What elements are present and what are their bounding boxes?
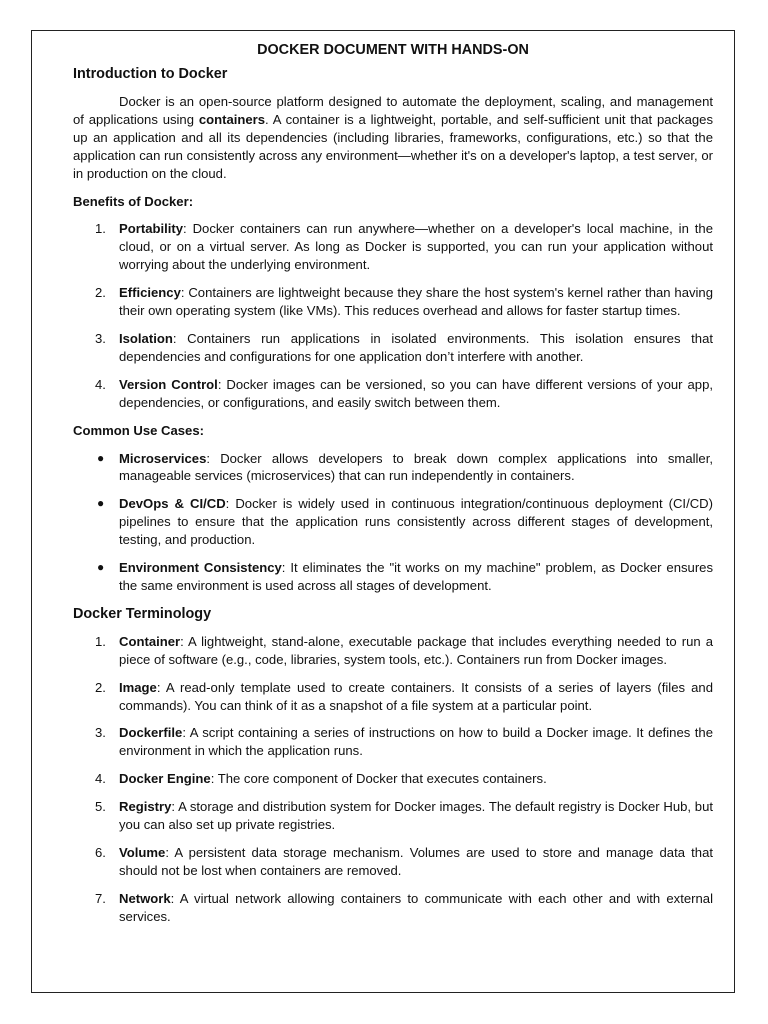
use-cases-list [73,450,713,595]
list-item [73,284,713,320]
term: Network [119,890,171,906]
list-item [73,798,713,834]
list-item [73,220,713,274]
intro-bold-term: containers [198,111,266,127]
term-description: : A storage and distribution system for Docker images. The default registry is Docker Hub, but you can also set up private registries. [119,799,713,833]
term: Efficiency [119,285,181,301]
list-number: 1. [95,221,106,237]
term: Image [119,679,157,695]
list-item [73,770,713,788]
term: Docker Engine [119,771,211,787]
term-description: : A lightweight, stand-alone, executable package that includes everything needed to run a piece of software (e.g., code, libraries, system tools, etc.). Containers run from Docker images. [119,633,713,667]
list-item [73,376,713,412]
term: Version Control [119,376,218,392]
list-number: 5. [95,799,106,815]
term-description: : Docker is widely used in continuous integration/continuous deployment (CI/CD) pipelines to ensure that the application runs consistently across different stages of development, testing, and production. [119,496,713,548]
list-number: 6. [95,845,106,860]
term-description: : Docker allows developers to break down complex applications into smaller, manageable services (microservices) that can run independently in containers. [119,450,713,484]
list-number: 2. [95,679,106,695]
list-number: 7. [95,890,106,906]
list-number: 2. [95,285,106,301]
term: Portability [119,221,184,237]
term-description: : A read-only template used to create containers. It consists of a series of layers (files and commands). You can think of it as a snapshot of a file system at a particular point. [119,679,713,713]
term-description: : Containers are lightweight because they share the host system's kernel rather than having their own operating system (like VMs). This reduces overhead and allows for faster startup times. [119,285,713,319]
use-cases-heading: Common Use Cases: [73,422,204,438]
terminology-list [73,633,713,926]
term-description: : It eliminates the "it works on my machine" problem, as Docker ensures the same environment is used across all stages of development. [119,560,714,593]
list-item [73,495,713,549]
list-item [73,633,713,669]
list-item [73,450,713,486]
term-description: : Docker images can be versioned, so you can have different versions of your app, dependencies, or configurations, and easily switch between them. [119,376,713,410]
intro-text-end: . A container is a lightweight, portable, and self-sufficient unit that packages up an application and all its dependencies (including libraries, frameworks, configurations, etc.) so that the application can run consistently across any environment—whether it's on a developer's laptop, a test server, or in production on the cloud. [73,111,714,181]
list-item [73,330,713,366]
benefits-list [73,220,713,411]
list-item [73,890,713,926]
list-item [73,559,713,595]
term: Environment Consistency [119,560,282,576]
benefits-heading: Benefits of Docker: [73,193,194,209]
term: Registry [119,799,172,815]
term: Isolation [119,330,173,346]
term: Container [119,633,181,649]
term: Dockerfile [119,725,183,741]
terminology-heading: Docker Terminology [73,605,212,622]
list-number: 4. [95,771,106,787]
list-number: 3. [95,330,106,346]
intro-heading: Introduction to Docker [73,66,228,82]
list-item [73,724,713,760]
bullet-icon: ● [97,496,105,511]
term-description: : Containers run applications in isolated environments. This isolation ensures that dependencies and configurations for one application don’t interfere with another. [119,330,713,364]
term-description: : A script containing a series of instructions on how to build a Docker image. It defines the environment in which the application runs. [119,725,713,759]
list-number: 3. [95,725,106,741]
intro-paragraph [73,93,713,183]
term: DevOps & CI/CD [119,496,226,512]
document-body [73,41,713,936]
term-description: : A persistent data storage mechanism. Volumes are used to store and manage data that should not be lost when containers are removed. [119,845,713,878]
document-title: DOCKER DOCUMENT WITH HANDS-ON [257,42,529,58]
term: Volume [119,845,166,860]
bullet-icon: ● [97,450,105,465]
term-description: : Docker containers can run anywhere—whether on a developer's local machine, in the cloud, or on a virtual server. As long as Docker is supported, you can run your application without worrying about the underlying environment. [119,221,713,273]
list-item [73,844,713,880]
term-description: : A virtual network allowing containers to communicate with each other and with external services. [119,890,713,924]
intro-text-start: Docker is an open-source platform designed to automate the deployment, scaling, and management of applications using [73,94,713,127]
list-number: 4. [95,376,106,392]
term: Microservices [119,450,207,466]
bullet-icon: ● [97,560,105,575]
list-number: 1. [95,633,106,649]
term-description: : The core component of Docker that executes containers. [210,771,547,787]
list-item [73,679,713,715]
